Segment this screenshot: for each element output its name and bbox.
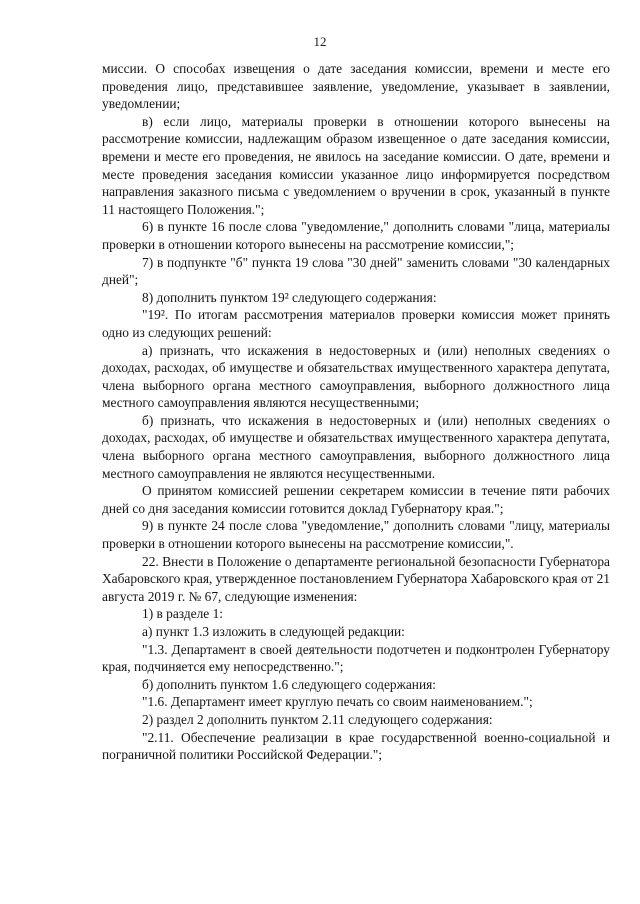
paragraph-section-2: 2) раздел 2 дополнить пунктом 2.11 следующего содержания: bbox=[142, 711, 493, 727]
paragraph-section-1: 1) в разделе 1: bbox=[142, 606, 224, 622]
paragraph-clause-1-6: "1.6. Департамент имеет круглую печать со своим наименованием."; bbox=[142, 694, 533, 710]
paragraph-clause-1-3: "1.3. Департамент в своей деятельности подотчетен и подконтролен Губернатору края, подчиняется ему непосредственно."; bbox=[102, 641, 610, 675]
paragraph-subitem-b: б) признать, что искажения в недостоверных и (или) неполных сведениях о доходах, расходах, об имуществе и обязательствах имущественного характера депутата, члена выборного органа местного самоуправления, выборного должностного лица местного самоуправления не являются несущественными. bbox=[102, 412, 610, 481]
paragraph-item-1-3-intro: а) пункт 1.3 изложить в следующей редакции: bbox=[142, 624, 405, 639]
paragraph-clause-2-11: "2.11. Обеспечение реализации в крае государственной военно-социальной и пограничной политики Российской Федерации."; bbox=[102, 729, 610, 763]
paragraph-item-1-6-intro: б) дополнить пунктом 1.6 следующего содержания: bbox=[142, 676, 436, 692]
paragraph-clause-19-2: "19². По итогам рассмотрения материалов проверки комиссия может принять одно из следующих решений: bbox=[102, 307, 610, 340]
page-number: 12 bbox=[313, 34, 327, 49]
paragraph-subitem-a: а) признать, что искажения в недостоверных и (или) неполных сведениях о доходах, расходах, об имуществе и обязательствах имущественного характера депутата, члена выборного органа местного самоуправления, выборного должностного лица местного самоуправления являются несущественными; bbox=[102, 342, 610, 411]
paragraph-item-6: 6) в пункте 16 после слова "уведомление," дополнить словами "лица, материалы проверки в отношении которого вынесены на рассмотрение комиссии,"; bbox=[102, 219, 610, 252]
paragraph-item-7: 7) в подпункте "б" пункта 19 слова "30 дней" заменить словами "30 календарных дней"; bbox=[102, 254, 610, 288]
document-body bbox=[102, 60, 610, 764]
paragraph-item-22: 22. Внести в Положение о департаменте региональной безопасности Губернатора Хабаровского края, утвержденное постановлением Губернатора Хабаровского края от 21 августа 2019 г. № 67, следующие изменения: bbox=[102, 553, 610, 604]
paragraph-continuation: миссии. О способах извещения о дате заседания комиссии, времени и месте его проведения лицо, представившее заявление, уведомление, указывает в заявлении, уведомлении; bbox=[102, 61, 610, 112]
paragraph-subitem-v: в) если лицо, материалы проверки в отношении которого вынесены на рассмотрение комиссии, надлежащим образом извещенное о дате заседания комиссии, времени и месте его проведения, не явилось на заседание комиссии. О дате, времени и месте проведения заседания комиссии указанное лицо информируется посредством направления заказного письма с уведомлением о вручении в срок, указанный в пункте 11 настоящего Положения."; bbox=[102, 113, 610, 217]
paragraph-item-9: 9) в пункте 24 после слова "уведомление," дополнить словами "лицу, материалы проверки в отношении которого вынесены на рассмотрение комиссии,". bbox=[102, 518, 610, 552]
paragraph-item-8: 8) дополнить пунктом 19² следующего содержания: bbox=[142, 289, 437, 305]
paragraph-decision-report: О принятом комиссией решении секретарем комиссии в течение пяти рабочих дней со дня заседания комиссии готовится доклад Губернатору края."; bbox=[102, 483, 610, 516]
